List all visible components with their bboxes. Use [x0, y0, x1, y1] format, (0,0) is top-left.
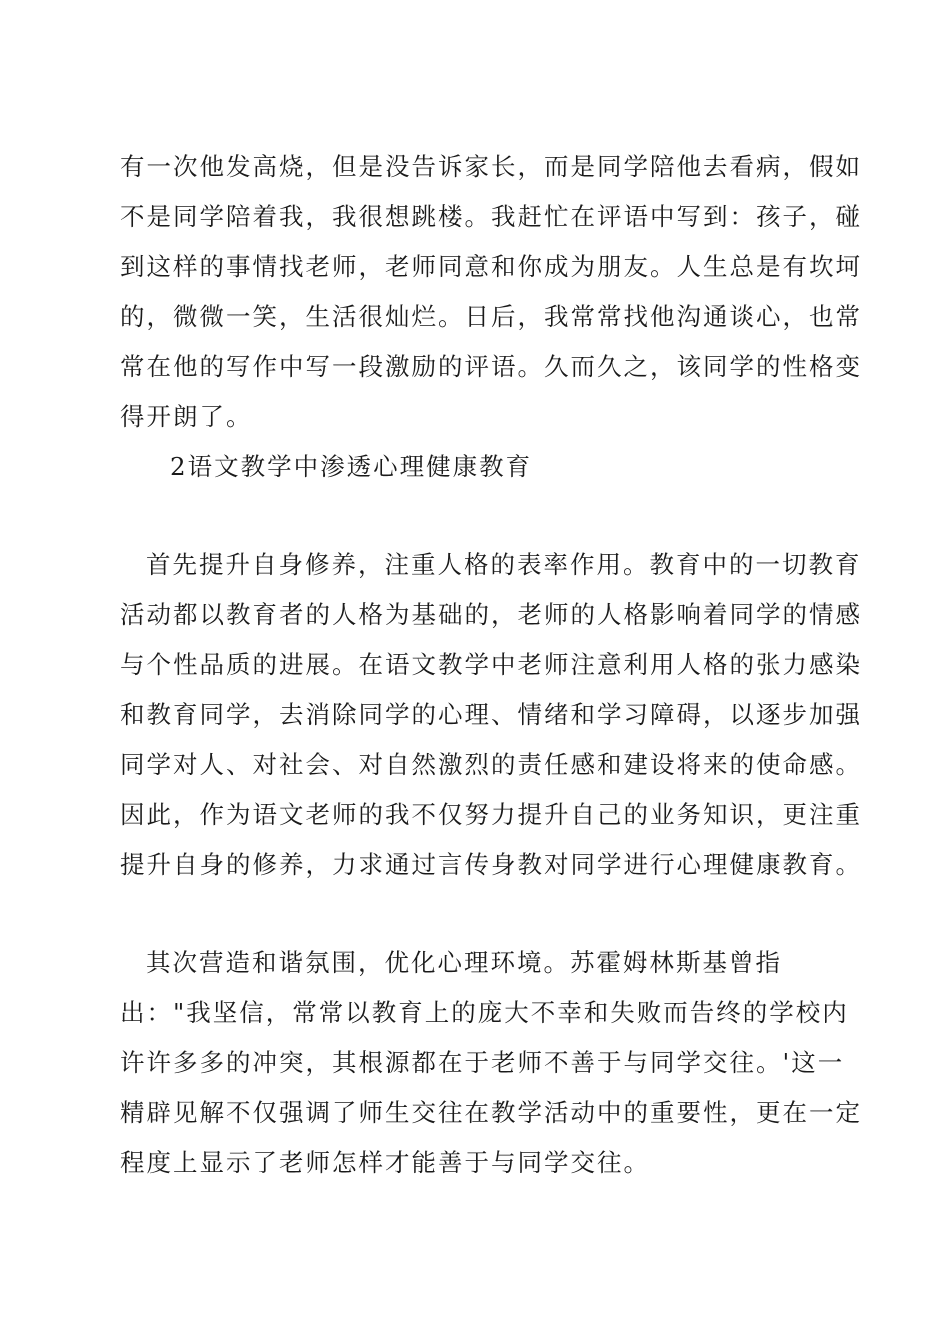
- text-line: 出："我坚信，常常以教育上的庞大不幸和失败而告终的学校内: [120, 998, 849, 1027]
- text-line: 其次营造和谐氛围，优化心理环境。苏霍姆林斯基曾指: [146, 948, 782, 977]
- text-line: 活动都以教育者的人格为基础的，老师的人格影响着同学的情感: [120, 600, 862, 629]
- section-heading: 2语文教学中渗透心理健康教育: [170, 452, 533, 481]
- text-line: 提升自身的修养，力求通过言传身教对同学进行心理健康教育。: [120, 850, 862, 879]
- text-line: 常在他的写作中写一段激励的评语。久而久之，该同学的性格变: [120, 352, 862, 381]
- text-line: 许许多多的冲突，其根源都在于老师不善于与同学交往。'这一: [120, 1048, 845, 1077]
- text-line: 不是同学陪着我，我很想跳楼。我赶忙在评语中写到：孩子，碰: [120, 202, 862, 231]
- text-line: 到这样的事情找老师，老师同意和你成为朋友。人生总是有坎坷: [120, 252, 862, 281]
- text-line: 和教育同学，去消除同学的心理、情绪和学习障碍，以逐步加强: [120, 700, 862, 729]
- text-line: 同学对人、对社会、对自然激烈的责任感和建设将来的使命感。: [120, 750, 862, 779]
- text-line: 有一次他发高烧，但是没告诉家长，而是同学陪他去看病，假如: [120, 152, 862, 181]
- text-line: 精辟见解不仅强调了师生交往在教学活动中的重要性，更在一定: [120, 1098, 862, 1127]
- text-line: 首先提升自身修养，注重人格的表率作用。教育中的一切教育: [146, 550, 862, 579]
- text-line: 程度上显示了老师怎样才能善于与同学交往。: [120, 1148, 650, 1177]
- text-line: 与个性品质的进展。在语文教学中老师注意利用人格的张力感染: [120, 650, 862, 679]
- text-line: 的，微微一笑，生活很灿烂。日后，我常常找他沟通谈心，也常: [120, 302, 862, 331]
- text-line: 得开朗了。: [120, 402, 253, 431]
- text-line: 因此，作为语文老师的我不仅努力提升自己的业务知识，更注重: [120, 800, 862, 829]
